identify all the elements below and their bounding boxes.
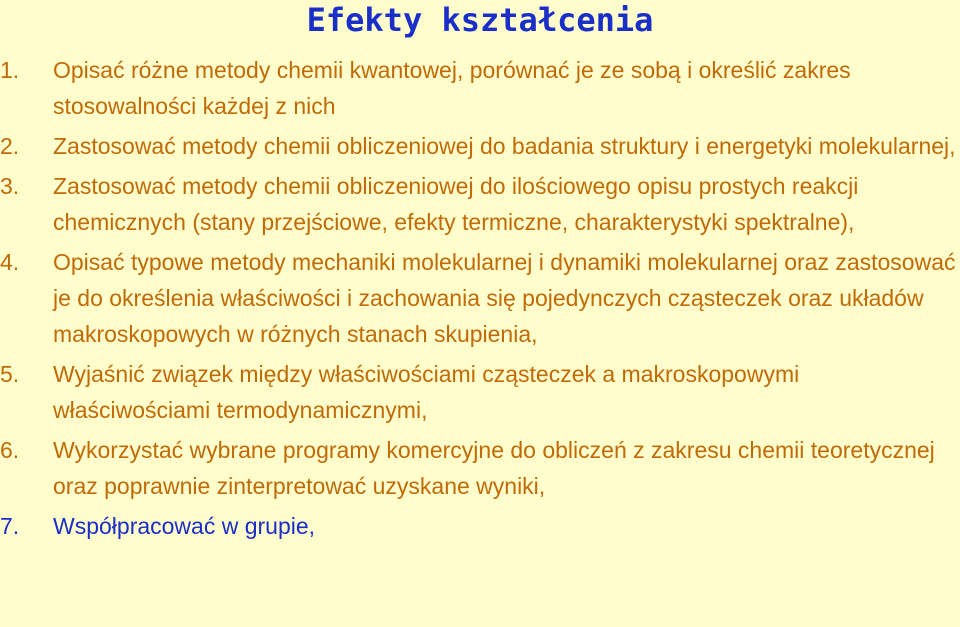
item-number: 3. (0, 173, 20, 199)
list-item (0, 508, 960, 544)
item-text: Wykorzystać wybrane programy komercyjne do obliczeń z zakresu chemii teoretycznej oraz poprawnie zinterpretować uzyskane wyniki, (53, 437, 935, 499)
item-text: Współpracować w grupie, (53, 513, 316, 539)
list-item (0, 432, 960, 504)
list-item (0, 168, 960, 240)
slide-title: Efekty kształcenia (306, 1, 654, 39)
item-number: 7. (0, 513, 20, 539)
item-text: Opisać typowe metody mechaniki molekularnej i dynamiki molekularnej oraz zastosować je do określenia właściwości i zachowania się pojedynczych cząsteczek oraz układów makroskopowych w różnych stanach skupienia, (53, 249, 956, 347)
list-item (0, 128, 960, 164)
item-text: Opisać różne metody chemii kwantowej, porównać je ze sobą i określić zakres stosowalności każdej z nich (53, 57, 851, 119)
list-item (0, 52, 960, 124)
list-item (0, 244, 960, 352)
item-number: 2. (0, 133, 20, 159)
item-number: 6. (0, 437, 20, 463)
item-text: Zastosować metody chemii obliczeniowej do ilościowego opisu prostych reakcji chemicznych (stany przejściowe, efekty termiczne, charakterystyki spektralne), (53, 173, 859, 235)
item-text: Zastosować metody chemii obliczeniowej do badania struktury i energetyki molekularnej, (53, 133, 956, 159)
item-text: Wyjaśnić związek między właściwościami cząsteczek a makroskopowymi właściwościami termodynamicznymi, (53, 361, 800, 423)
item-number: 4. (0, 249, 20, 275)
item-number: 1. (0, 57, 20, 83)
list-item (0, 356, 960, 428)
item-number: 5. (0, 361, 20, 387)
outcomes-list (0, 52, 960, 544)
